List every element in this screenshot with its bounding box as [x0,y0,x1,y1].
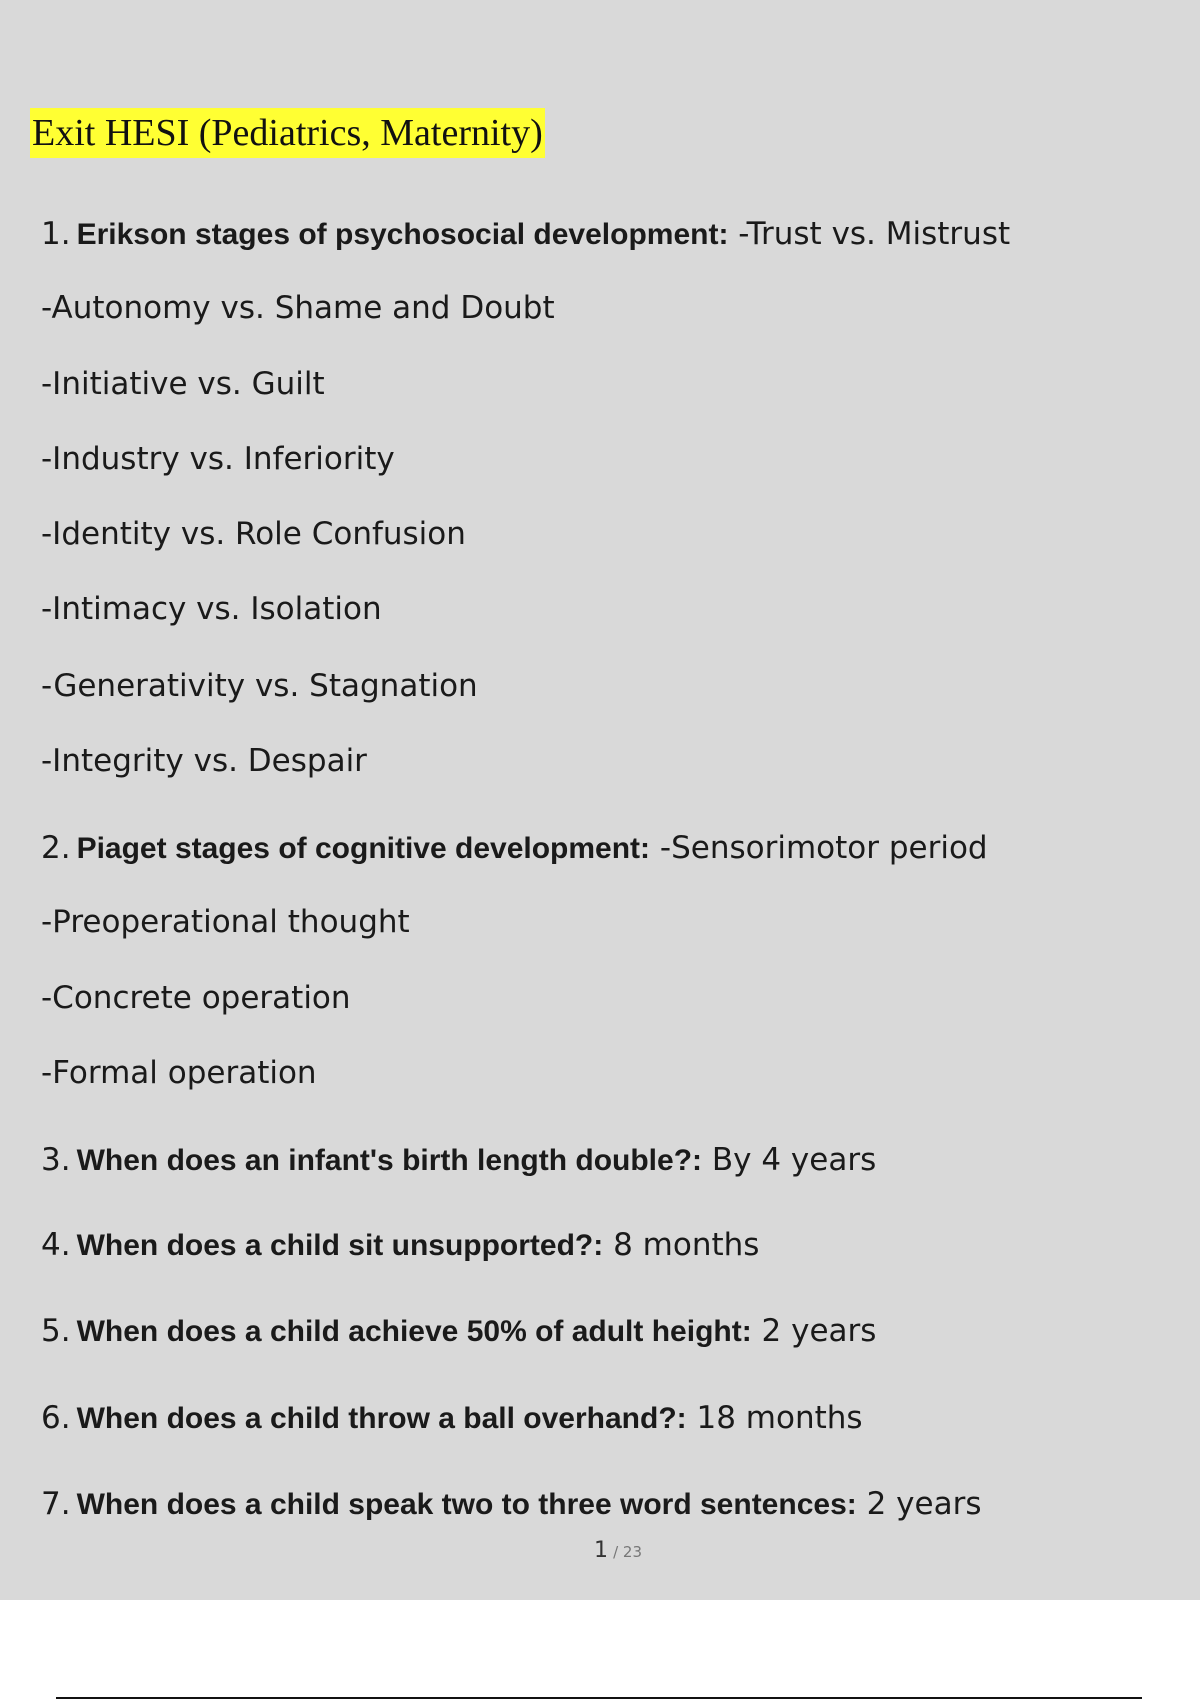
erikson-stage: -Initiative vs. Guilt [41,366,325,402]
erikson-stage: -Industry vs. Inferiority [41,441,395,477]
erikson-stage: -Integrity vs. Despair [41,743,367,779]
erikson-stage: -Generativity vs. Stagnation [41,668,478,704]
document-title: Exit HESI (Pediatrics, Maternity) [30,108,545,158]
item-question: When does an infant's birth length double?: [76,1144,703,1177]
item-answer: By 4 years [702,1142,877,1178]
item-number: 1. [41,216,71,252]
piaget-stage: -Concrete operation [41,980,351,1016]
item-answer: 2 years [751,1313,877,1349]
item-question: When does a child throw a ball overhand?: [76,1402,687,1435]
erikson-stage: -Intimacy vs. Isolation [41,591,382,627]
item-question: When does a child sit unsupported?: [76,1229,604,1262]
item-number: 6. [41,1400,71,1436]
next-page-divider [56,1697,1142,1699]
erikson-stage: -Identity vs. Role Confusion [41,516,466,552]
item-question: When does a child speak two to three word sentences: [76,1488,857,1521]
item-7 [41,1484,982,1525]
item-number: 7. [41,1486,71,1522]
item-answer: -Trust vs. Mistrust [728,216,1011,252]
item-number: 5. [41,1313,71,1349]
item-number: 4. [41,1227,71,1263]
item-number: 2. [41,830,71,866]
item-question: When does a child achieve 50% of adult height: [76,1315,752,1348]
item-answer: 18 months [686,1400,863,1436]
item-question: Piaget stages of cognitive development: [76,832,651,865]
page-counter [0,1538,1200,1563]
erikson-stage: -Autonomy vs. Shame and Doubt [41,290,555,326]
item-1 [41,214,1010,255]
item-answer: 8 months [603,1227,760,1263]
current-page-number: 1 [593,1538,608,1563]
item-2 [41,828,988,869]
item-question: Erikson stages of psychosocial development: [76,218,729,251]
total-pages: / 23 [613,1543,642,1561]
piaget-stage: -Preoperational thought [41,904,410,940]
item-number: 3. [41,1142,71,1178]
item-6 [41,1398,863,1439]
item-3 [41,1140,876,1181]
item-4 [41,1225,759,1266]
item-answer: 2 years [856,1486,982,1522]
item-answer: -Sensorimotor period [650,830,988,866]
piaget-stage: -Formal operation [41,1055,317,1091]
item-5 [41,1311,876,1352]
